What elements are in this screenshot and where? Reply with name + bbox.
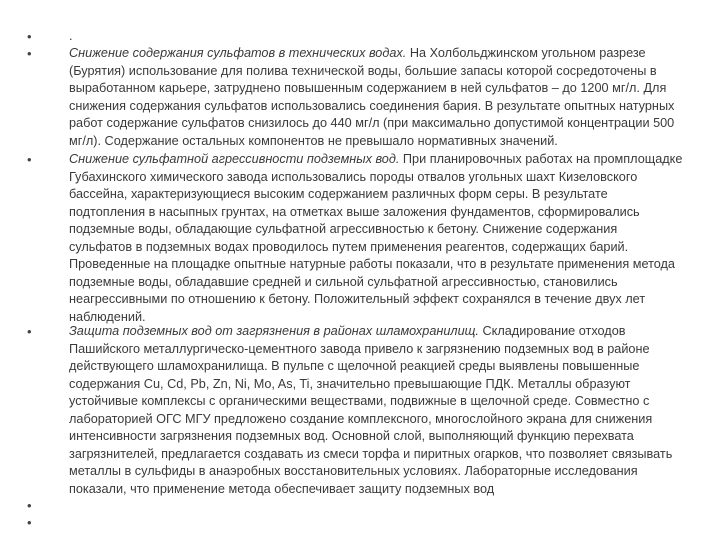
item-body: При планировочных работах на промплощадке Губахинского химического завода использовались породы отвалов угольных шахт Кизеловского бассейна, характеризующиеся высоким содержанием различных форм серы. В результате подтопления в насыпных грунтах, на отметках выше заложения фундаментов, сформировались подземные воды, обладающие сульфатной агрессивностью к бетону. Снижение содержания сульфатов в подземных водах проводилось путем применения реагентов, содержащих барий. Проведенные на площадке опытные натурные работы показали, что в результате применения метода подземные воды, обладавшие средней и сильной сульфатной агрессивностью, становились неагрессивными по отношению к бетону. Положительный эффект сохранялся в течение двух лет наблюдений. xyxy=(69,152,683,324)
item-lead: Защита подземных вод от загрязнения в районах шламохранилищ. xyxy=(69,324,479,338)
bullet-marker: • xyxy=(27,324,32,339)
item-lead: Снижение сульфатной агрессивности подземных вод. xyxy=(69,152,400,166)
item-text xyxy=(69,323,683,498)
item-text xyxy=(69,28,683,46)
bullet-marker: • xyxy=(27,29,32,44)
item-lead: Снижение содержания сульфатов в технических водах. xyxy=(69,46,407,60)
item-text xyxy=(69,45,683,150)
item-text xyxy=(69,151,683,326)
bullet-marker: • xyxy=(27,152,32,167)
item-body: . xyxy=(69,29,73,43)
item-body: Складирование отходов Пашийского металлургическо-цементного завода привело к загрязнению подземных вод в районе действующего шламохранилища. В пульпе с щелочной реакцией среды выявлены повышенные содержания Cu, Cd, Pb, Zn, Ni, Mo, As, Ti, значительно превышающие ПДК. Металлы образуют устойчивые комплексы с органическими веществами, подвижные в щелочной среде. Совместно с лабораторией ОГС МГУ предложено создание комплексного, многослойного экрана для снижения интенсивности загрязнения подземных вод. Основной слой, выполняющий функцию перехвата загрязнителей, предлагается создавать из смеси торфа и пиритных огарков, что позволяет связывать металлы в сульфиды в анаэробных восстановительных условиях. Лабораторные исследования показали, что применение метода обеспечивает защиту подземных вод xyxy=(69,324,673,496)
bullet-marker: • xyxy=(27,46,32,61)
item-body: На Холбольджинском угольном разрезе (Бурятия) использование для полива технической воды, большие запасы которой сосредоточены в выработанном карьере, затруднено повышенным содержанием в ней сульфатов – до 1200 мг/л. Для снижения содержания сульфатов использовались соединения бария. В результате опытных натурных работ содержание сульфатов снизилось до 440 мг/л (при максимально допустимой концентрации 500 мг/л). Содержание остальных компонентов не превышало нормативных значений. xyxy=(69,46,675,148)
bullet-marker: • xyxy=(27,515,32,530)
bullet-marker: • xyxy=(27,498,32,513)
